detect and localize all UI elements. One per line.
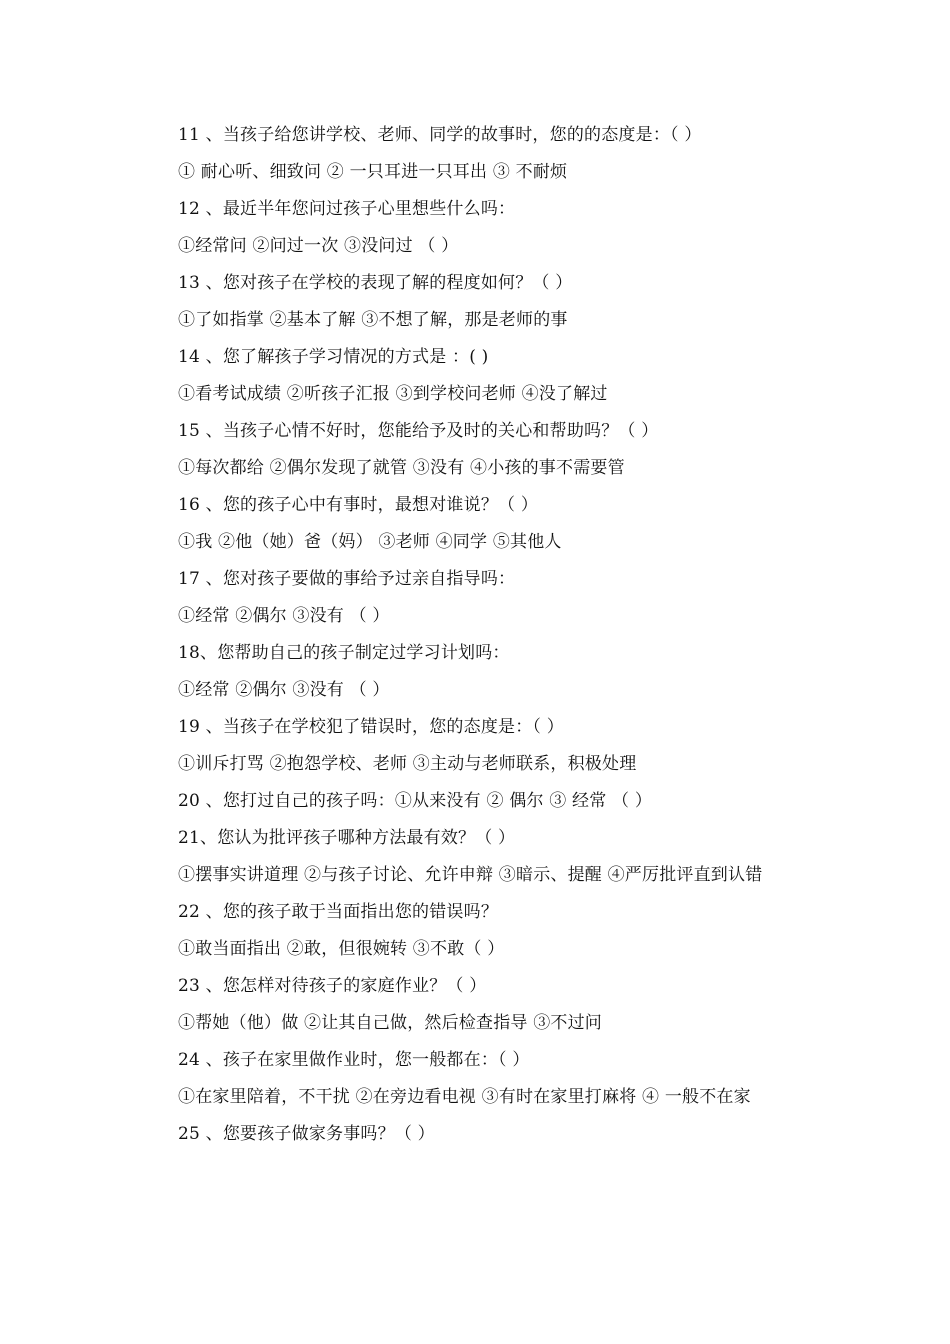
question-25: 25 、您要孩子做家务事吗？（ ） [178,1124,435,1144]
question-11: 11 、当孩子给您讲学校、老师、同学的故事时，您的的态度是：（ ） [178,125,702,145]
options-17: ①经常 ②偶尔 ③没有 （ ） [178,606,390,626]
options-12: ①经常问 ②问过一次 ③没问过 （ ） [178,236,459,256]
question-14: 14 、您了解孩子学习情况的方式是 ：( ) [178,347,489,367]
options-23: ①帮她（他）做 ②让其自己做，然后检查指导 ③不过问 [178,1013,603,1033]
options-24: ①在家里陪着，不干扰 ②在旁边看电视 ③有时在家里打麻将 ④ 一般不在家 [178,1087,751,1107]
question-22: 22 、您的孩子敢于当面指出您的错误吗？ [178,902,499,922]
options-16: ①我 ②他（她）爸（妈） ③老师 ④同学 ⑤其他人 [178,532,562,552]
question-17: 17 、您对孩子要做的事给予过亲自指导吗： [178,569,516,589]
question-21: 21、您认为批评孩子哪种方法最有效？（ ） [178,828,516,848]
options-13: ①了如指掌 ②基本了解 ③不想了解，那是老师的事 [178,310,568,330]
question-18: 18、您帮助自己的孩子制定过学习计划吗： [178,643,510,663]
question-24: 24 、孩子在家里做作业时，您一般都在：（ ） [178,1050,530,1070]
options-15: ①每次都给 ②偶尔发现了就管 ③没有 ④小孩的事不需要管 [178,458,625,478]
options-19: ①训斥打骂 ②抱怨学校、老师 ③主动与老师联系，积极处理 [178,754,637,774]
question-23: 23 、您怎样对待孩子的家庭作业？（ ） [178,976,487,996]
questionnaire-body [142,123,812,1159]
options-22: ①敢当面指出 ②敢，但很婉转 ③不敢（ ） [178,939,505,959]
question-16: 16 、您的孩子心中有事时，最想对谁说？（ ） [178,495,539,515]
question-19: 19 、当孩子在学校犯了错误时，您的态度是：（ ） [178,717,564,737]
question-12: 12 、最近半年您问过孩子心里想些什么吗： [178,199,516,219]
options-14: ①看考试成绩 ②听孩子汇报 ③到学校问老师 ④没了解过 [178,384,608,404]
question-20: 20 、您打过自己的孩子吗：①从来没有 ② 偶尔 ③ 经常 （ ） [178,791,653,811]
options-11: ① 耐心听、细致问 ② 一只耳进一只耳出 ③ 不耐烦 [178,162,568,182]
question-15: 15 、当孩子心情不好时，您能给予及时的关心和帮助吗？（ ） [178,421,659,441]
options-21: ①摆事实讲道理 ②与孩子讨论、允许申辩 ③暗示、提醒 ④严厉批评直到认错 [178,865,763,885]
question-13: 13 、您对孩子在学校的表现了解的程度如何？（ ） [178,273,573,293]
options-18: ①经常 ②偶尔 ③没有 （ ） [178,680,390,700]
